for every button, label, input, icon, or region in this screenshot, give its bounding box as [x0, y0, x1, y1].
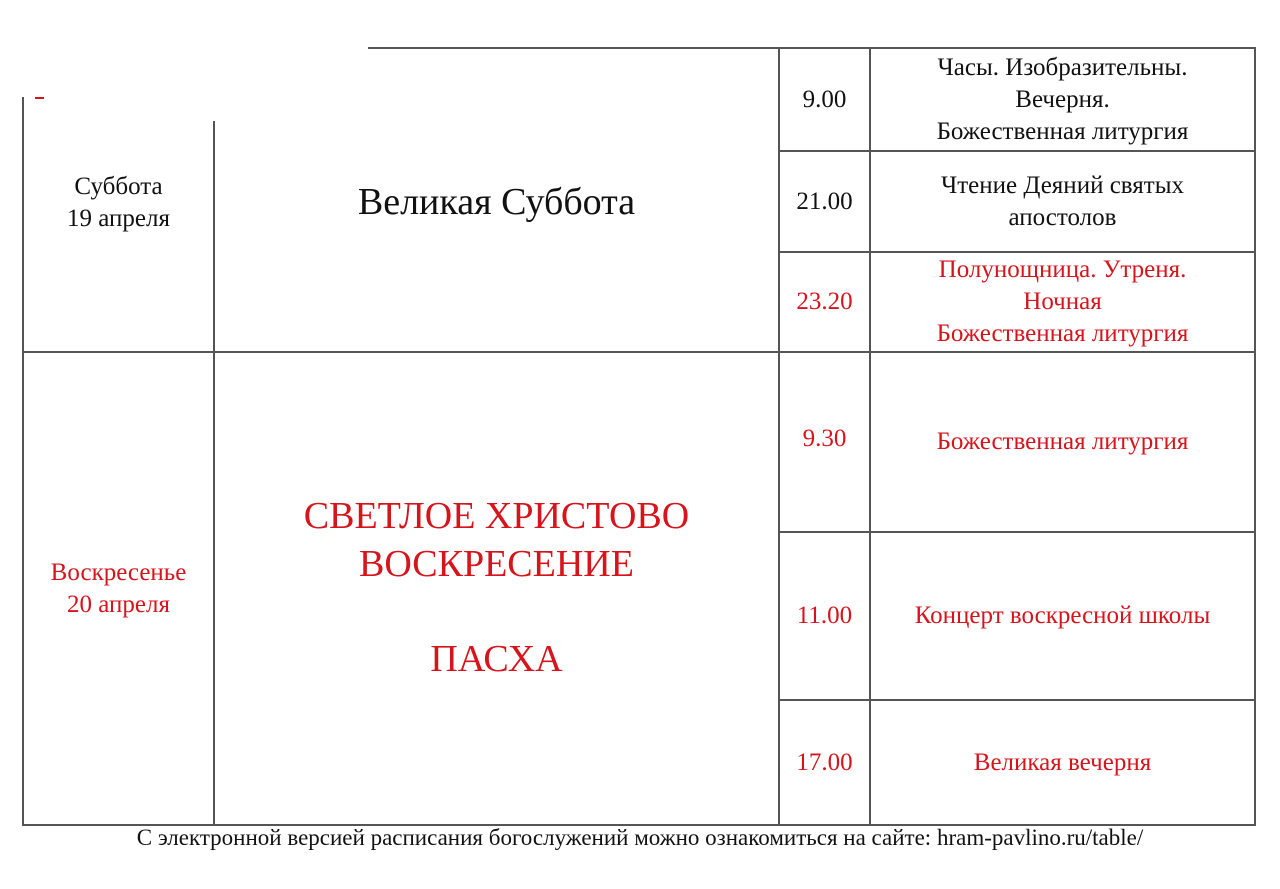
service-time: 23.20: [796, 288, 853, 315]
service-time: 9.30: [802, 425, 847, 452]
feast-title: [215, 353, 778, 824]
feast-title-line: СВЕТЛОЕ ХРИСТОВО: [303, 495, 690, 538]
service-time: 11.00: [796, 602, 853, 629]
red-mark: [35, 97, 44, 99]
service-name: Концерт воскресной школы: [914, 602, 1211, 629]
feast-title-text: Великая Суббота: [357, 180, 636, 223]
feast-title: [215, 150, 778, 254]
service-time: 21.00: [796, 187, 853, 215]
table-border-right: [1254, 47, 1256, 826]
day-name: Суббота: [74, 173, 163, 200]
service-time: 9.00: [802, 85, 847, 113]
service-name: Чтение Деяний святых апостолов: [940, 171, 1184, 231]
footer-note: С электронной версией расписания богослужений можно ознакомиться на сайте: hram-pavlino.ru/table/: [136, 825, 1144, 850]
day-date: 20 апреля: [67, 590, 170, 618]
day-cell: [24, 153, 213, 253]
day-date: 19 апреля: [67, 205, 170, 232]
service-name: Великая вечерня: [973, 748, 1152, 776]
service-time: 17.00: [796, 748, 853, 776]
day-name: Воскресенье: [50, 558, 187, 586]
day-cell: [24, 353, 213, 824]
feast-title-line: ПАСХА: [430, 638, 563, 681]
service-name: Часы. Изобразительны. Вечерня. Божественная литургия: [936, 53, 1189, 145]
service-name: Полунощница. Утреня. Ночная Божественная литургия: [936, 256, 1189, 347]
feast-title-line: ВОСКРЕСЕНИЕ: [359, 542, 634, 585]
service-name: Божественная литургия: [936, 428, 1189, 455]
